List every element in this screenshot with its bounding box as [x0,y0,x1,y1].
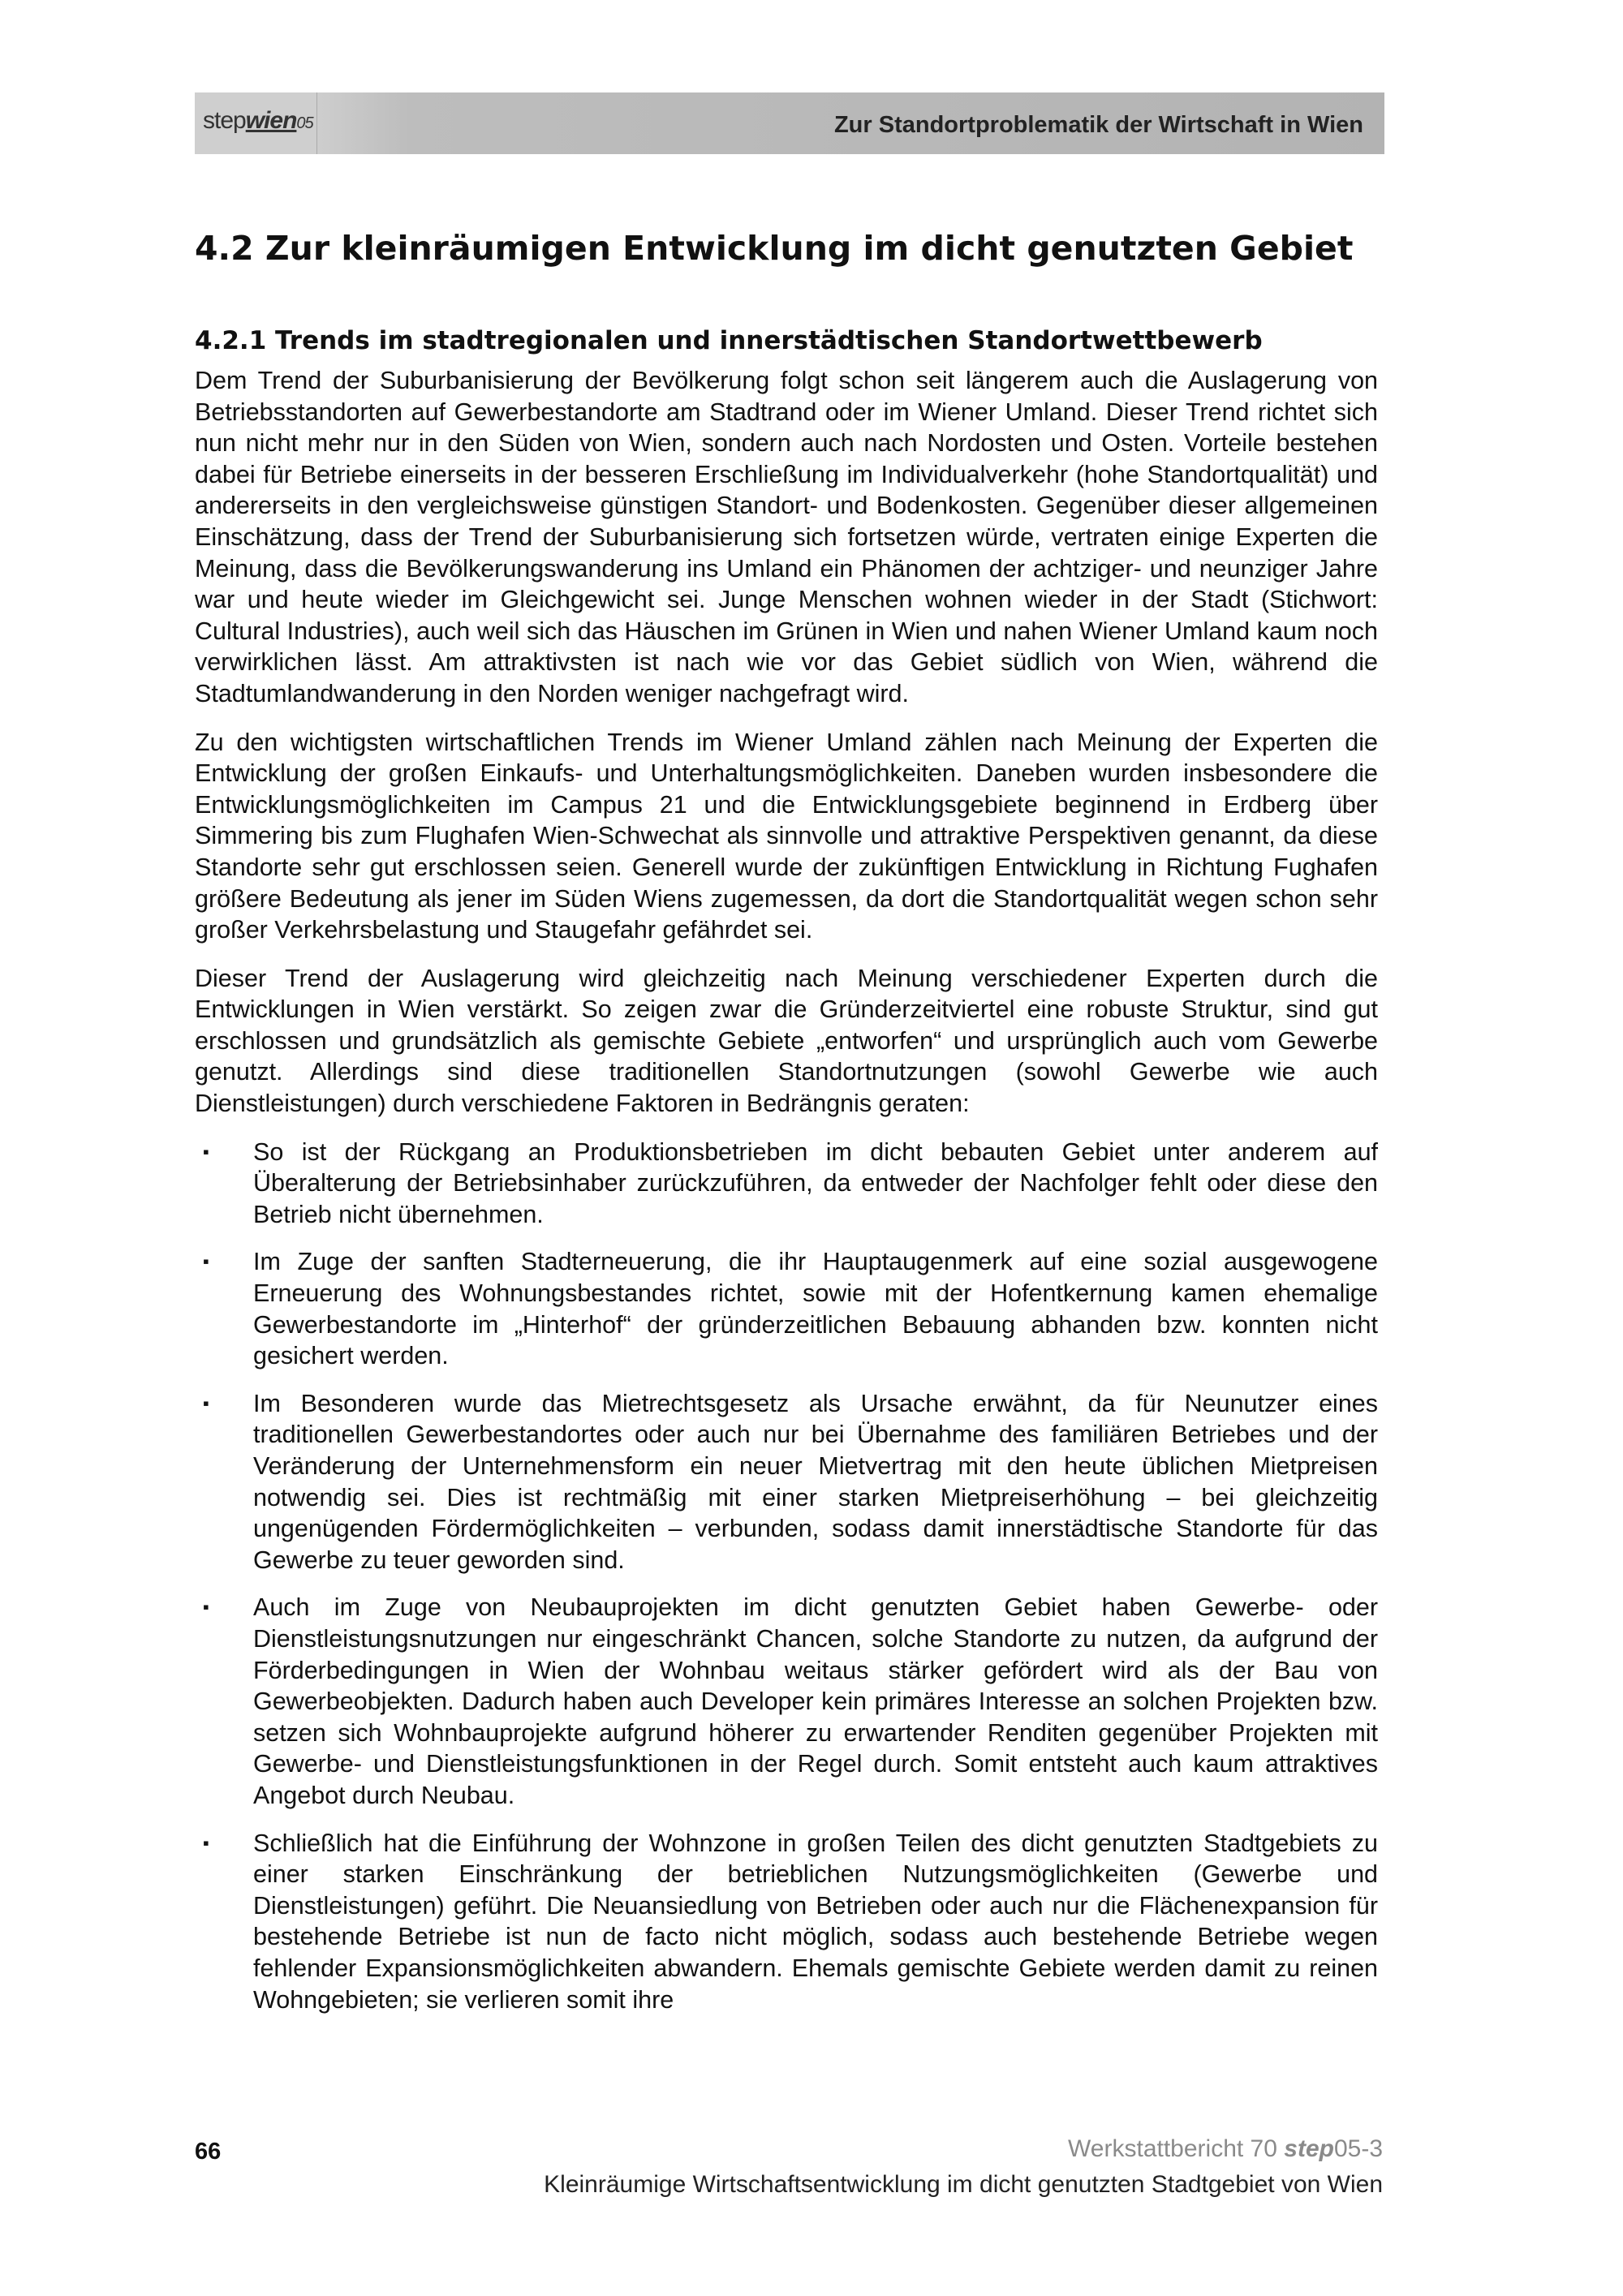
footer-series-suffix: 05-3 [1333,2135,1383,2162]
bullet-square-icon: ▪ [203,1251,209,1272]
bullet-square-icon: ▪ [203,1597,209,1618]
bullet-text: Im Zuge der sanften Stadterneuerung, die ihr Hauptaugenmerk auf eine sozial ausgewogene Erneuerung des Wohnungsbestandes richtet, sowie mit der Hofentkernung kamen ehemalige Gewerbestandorte im „Hinterhof“ der gründerzeitlichen Bebauung abhanden bzw. konnten nicht gesichert werden. [253,1248,1378,1370]
paragraph: Dieser Trend der Auslagerung wird gleichzeitig nach Meinung verschiedener Experten durch die Entwicklungen in Wien verstärkt. So zeigen zwar die Gründerzeitviertel eine robuste Struktur, sind gut erschlossen und grundsätzlich als gemischte Gebiete „entworfen“ und ursprünglich auch vom Gewerbe genutzt. Allerdings sind diese traditionellen Standortnutzungen (sowohl Gewerbe wie auch Dienstleistungen) durch verschiedene Faktoren in Bedrängnis geraten: [195,964,1378,1118]
header-title: Zur Standortproblematik der Wirtschaft in Wien [833,112,1363,138]
logo-prefix: step [203,107,246,134]
step-wien-logo [195,92,317,154]
bullet-square-icon: ▪ [203,1141,209,1162]
footer-series [1068,2135,1383,2163]
footer-subtitle: Kleinräumige Wirtschaftsentwicklung im dicht genutzten Stadtgebiet von Wien [544,2171,1383,2198]
bullet-text: Schließlich hat die Einführung der Wohnzone in großen Teilen des dicht genutzten Stadtgebiets zu einer starken Einschränkung der betrieblichen Nutzungsmöglichkeiten (Gewerbe und Dienstleistungen) geführt. Die Neuansiedlung von Betrieben oder auch nur die Flächenexpansion für bestehende Betriebe ist nun de facto nicht möglich, sodass auch bestehende Betriebe wegen fehlender Expansionsmöglichkeiten abwandern. Ehemals gemischte Gebiete werden damit zu reinen Wohngebieten; sie verlieren somit ihre [253,1829,1378,2014]
bullet-text: Im Besonderen wurde das Mietrechtsgesetz als Ursache erwähnt, da für Neunutzer eines traditionellen Gewerbestandortes oder auch nur bei Übernahme des familiären Betriebes und der Veränderung der Unternehmensform ein neuer Mietvertrag mit den heute üblichen Mietpreisen notwendig sei. Dies ist rechtmäßig mit einer starken Mietpreiserhöhung – bei gleichzeitig ungenügenden Fördermöglichkeiten – verbunden, sodass damit innerstädtische Standorte für das Gewerbe zu teuer geworden sind. [253,1389,1378,1574]
bullet-square-icon: ▪ [203,1832,209,1853]
footer-series-step: step [1284,2135,1334,2162]
bullet-list [195,1137,1378,2015]
page-number: 66 [195,2139,222,2165]
bullet-square-icon: ▪ [203,1392,209,1413]
body-text [195,365,1378,2032]
bullet-item [195,1592,1378,1811]
page-header [195,92,1384,154]
bullet-item [195,1246,1378,1371]
logo-text [203,107,313,135]
subsection-heading: 4.2.1 Trends im stadtregionalen und innerstädtischen Standortwettbewerb [195,326,1263,355]
section-heading: 4.2 Zur kleinräumigen Entwicklung im dicht genutzten Gebiet [195,229,1354,268]
paragraph: Zu den wichtigsten wirtschaftlichen Trends im Wiener Umland zählen nach Meinung der Experten die Entwicklung der großen Einkaufs- und Unterhaltungsmöglichkeiten. Daneben wurden insbesondere die Entwicklungsmöglichkeiten im Campus 21 und die Entwicklungsgebiete beginnend in Erdberg über Simmering bis zum Flughafen Wien-Schwechat als sinnvolle und attraktive Perspektiven genannt, da diese Standorte sehr gut erschlossen seien. Generell wurde der zukünftigen Entwicklung in Richtung Fughafen größere Bedeutung als jener im Süden Wiens zugemessen, da dort die Standortqualität wegen schon sehr großer Verkehrsbelastung und Staugefahr gefährdet sei. [195,728,1378,944]
logo-year: 05 [296,114,313,132]
bullet-item [195,1388,1378,1576]
paragraph: Dem Trend der Suburbanisierung der Bevölkerung folgt schon seit längerem auch die Auslagerung von Betriebsstandorten auf Gewerbestandorte am Stadtrand oder im Wiener Umland. Dieser Trend richtet sich nun nicht mehr nur in den Süden von Wien, sondern auch nach Nordosten und Osten. Vorteile bestehen dabei für Betriebe einerseits in der besseren Erschließung im Individualverkehr (hohe Standortqualität) und andererseits in den vergleichsweise günstigen Standort- und Bodenkosten. Gegenüber dieser allgemeinen Einschätzung, dass der Trend der Suburbanisierung sich fortsetzen würde, vertraten einige Experten die Meinung, dass die Bevölkerungswanderung ins Umland ein Phänomen der achtziger- und neunziger Jahre war und heute wieder im Gleichgewicht sei. Junge Menschen wohnen wieder in der Stadt (Stichwort: Cultural Industries), auch weil sich das Häuschen im Grünen in Wien und nahen Wiener Umland kaum noch verwirklichen lässt. Am attraktivsten ist nach wie vor das Gebiet südlich von Wien, während die Stadtumlandwanderung in den Norden weniger nachgefragt wird. [195,367,1378,707]
bullet-item [195,1828,1378,2016]
bullet-text: So ist der Rückgang an Produktionsbetrieben im dicht bebauten Gebiet unter anderem auf Überalterung der Betriebsinhaber zurückzuführen, da entweder der Nachfolger fehlt oder diese den Betrieb nicht übernehmen. [253,1137,1378,1228]
logo-wien: wien [245,107,297,134]
footer-series-prefix: Werkstattbericht 70 [1068,2135,1285,2162]
bullet-text: Auch im Zuge von Neubauprojekten im dicht genutzten Gebiet haben Gewerbe- oder Dienstleistungsnutzungen nur eingeschränkt Chancen, solche Standorte zu nutzen, da aufgrund der Förderbedingungen in Wien der Wohnbau weitaus stärker gefördert wird als der Bau von Gewerbeobjekten. Dadurch haben auch Developer kein primäres Interesse an solchen Projekten bzw. setzen sich Wohnbauprojekte aufgrund höherer zu erwartender Renditen gegenüber Projekten mit Gewerbe- und Dienstleistungsfunktionen in der Regel durch. Somit entsteht auch kaum attraktives Angebot durch Neubau. [253,1593,1378,1809]
bullet-item [195,1137,1378,1231]
